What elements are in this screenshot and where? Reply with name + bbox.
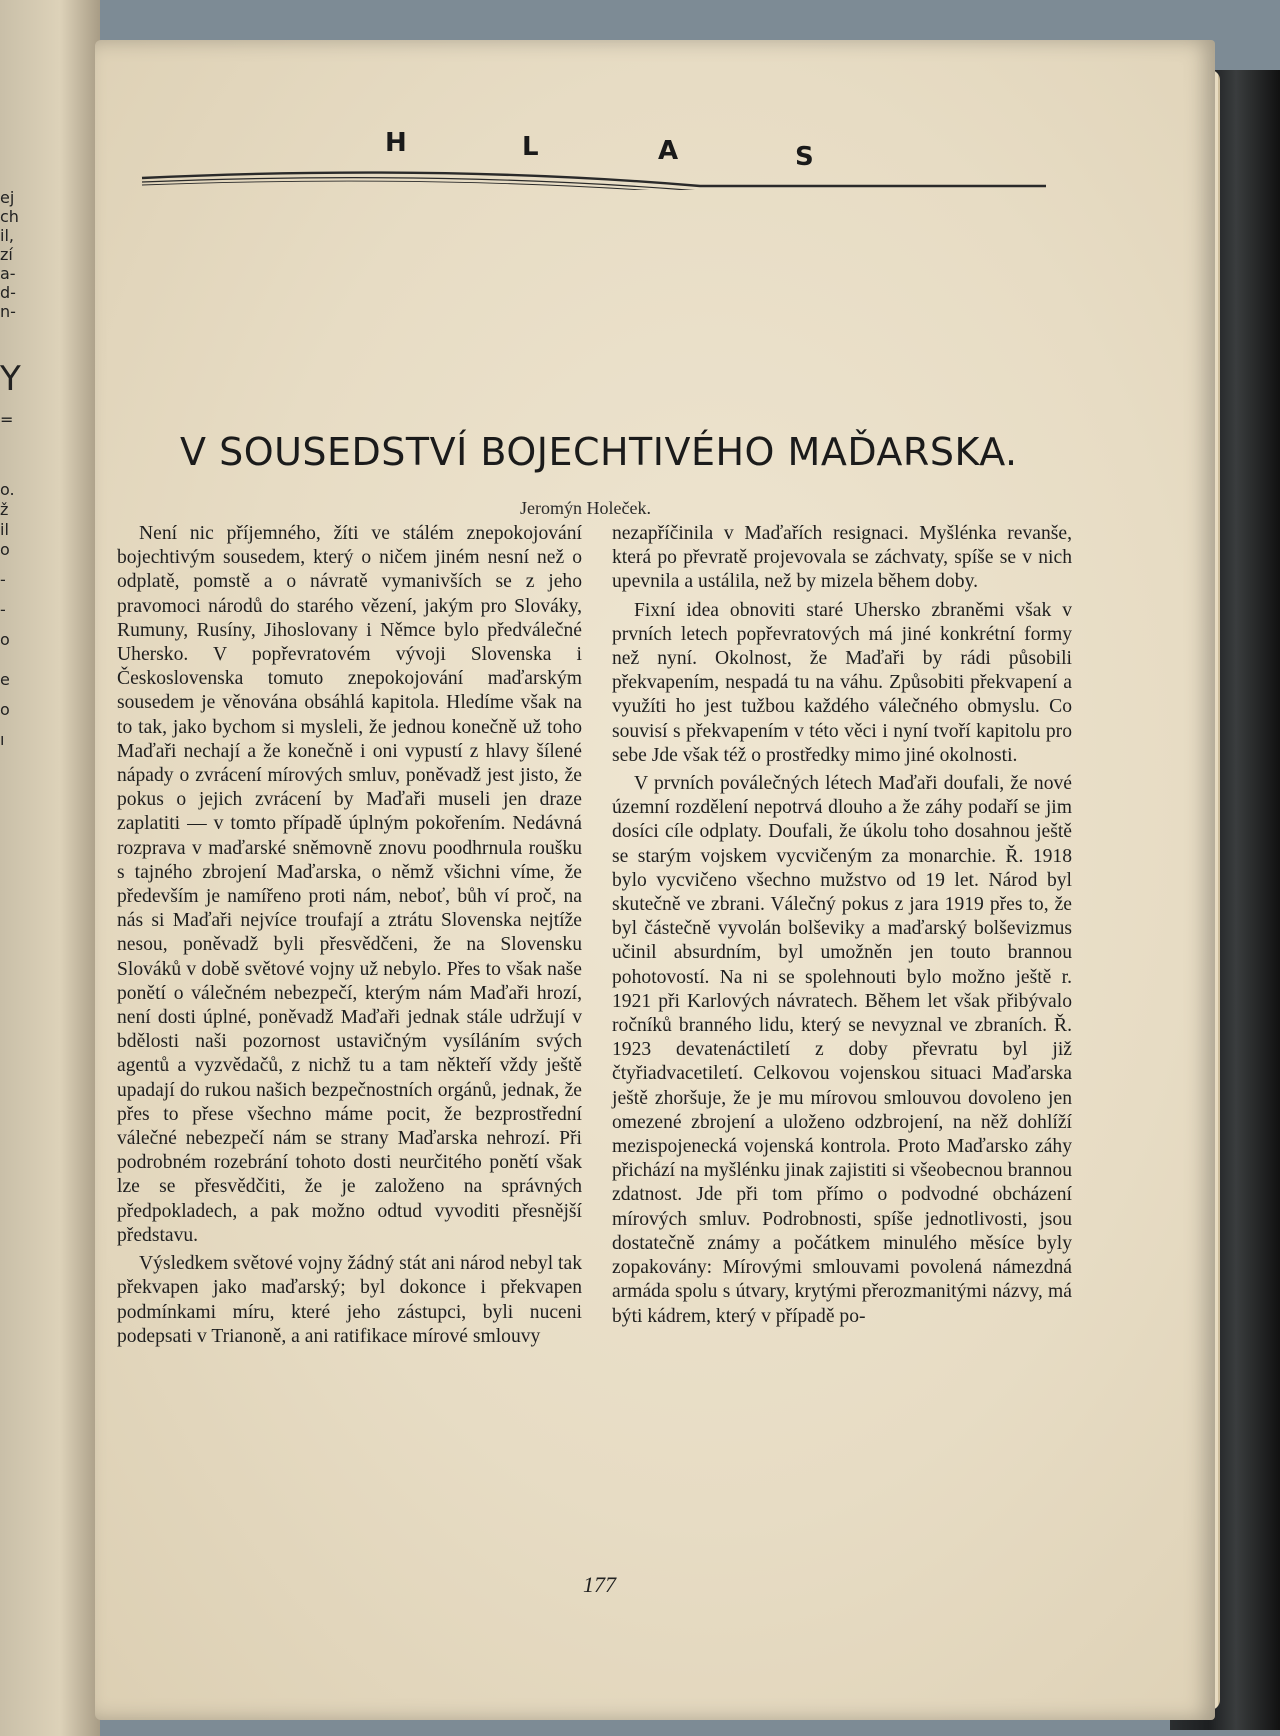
left-page-fragment: il, xyxy=(0,226,14,245)
masthead-letter: A xyxy=(658,136,679,166)
right-column xyxy=(612,522,1072,1329)
left-page-fragment: Y xyxy=(0,359,21,399)
paragraph: Výsledkem světové vojny žádný stát ani národ nebyl tak překvapen jako maďarský; byl dokonce i překvapen podmínkami míru, které jeho zástupci, byli nuceni podepsati v Trianoně, a ani ratifikace mírové smlouvy xyxy=(117,1253,582,1347)
article-title: V SOUSEDSTVÍ BOJECHTIVÉHO MAĎARSKA. xyxy=(180,430,1018,474)
page-number: 177 xyxy=(583,1572,616,1597)
left-page-fragment: o xyxy=(0,700,10,719)
previous-page-edge xyxy=(0,0,100,1736)
left-page-fragment: d- xyxy=(0,283,16,302)
masthead-letter: H xyxy=(385,128,407,158)
paragraph: Není nic příjemného, žíti ve stálém znepokojování bojechtivým sousedem, který o ničem jiném nesní než o odplatě, pomstě a o návratě vymanivších se z jeho pravomoci národů do starého vězení, jakým pro Slováky, Rumuny, Rusíny, Jihoslovany i Němce bylo předválečné Uhersko. V popřevratovém vývoji Slovenska i Československa tomuto znepokojování maďarským sousedem je věnována obsáhlá kapitola. Hledíme však na to tak, jako bychom si mysleli, že jednou konečně už toho Maďaři nechají a že konečně i oni vypustí z hlavy šílené nápady o zvrácení mírových smluv, poněvadž jest jisto, že pokus o jejich zvrácení by Maďaři museli jen draze zaplatiti — v tomto případě úplným pokořením. Nedávná rozprava v maďarské sněmovně znovu poodhrnula roušku s tajného zbrojení Maďarska, o němž všichni víme, že především je namířeno proti nám, neboť, bůh ví proč, na nás si Maďaři nejvíce troufají a ztrátu Slovenska nejtíže nesou, poněvadž byli přesvědčeni, že na Slovensku Slováků v době světové vojny už nebylo. Přes to však naše ponětí o válečném nebezpečí, kterým nám Maďaři hrozí, není dosti úplné, poněvadž Maďaři jednak stále udržují v bdělosti naši pozornost ustavičným vysíláním svých agentů a vyzvědačů, z nichž tu a tam někteří vždy ještě upadají do rukou našich bezpečnostních orgánů, jednak, že přes to přese všechno máme pocit, že bezprostřední válečné nebezpečí nám se strany Maďarska nehrozí. Při podrobném rozebrání tohoto dosti neurčitého ponětí však lze se přesvědčiti, že je založeno na správných předpokladech, a pak možno odtud vyvoditi přesnější představu. xyxy=(117,523,582,1246)
left-page-fragment: o xyxy=(0,540,10,559)
left-page-fragment: n- xyxy=(0,302,16,321)
left-page-fragment: - xyxy=(0,570,6,589)
article-author: Jeromýn Holeček. xyxy=(520,498,651,518)
masthead-rules xyxy=(140,150,1050,190)
left-column xyxy=(117,522,582,1349)
left-page-fragment: o xyxy=(0,630,10,649)
paragraph: Fixní idea obnoviti staré Uhersko zbraněmi však v prvních letech popřevratových má jiné konkrétní formy než nyní. Okolnost, že Maďaři by rádi působili překvapením, nespadá tu na váhu. Způsobiti překvapení a využíti ho jest tužbou každého válečného obmyslu. Co souvisí s překvapením v této věci i nyní tvoří kapitolu pro sebe Jde však též o prostředky mimo jiné okolnosti. xyxy=(612,599,1072,766)
left-page-fragment: = xyxy=(0,410,14,429)
left-page-fragment: - xyxy=(0,600,6,619)
left-page-fragment: ž xyxy=(0,500,9,519)
masthead-letter: S xyxy=(795,142,814,172)
left-page-fragment: il xyxy=(0,520,9,539)
left-page-fragment: zí xyxy=(0,245,13,264)
paragraph: nezapříčinila v Maďařích resignaci. Myšlénka revanše, která po převratě projevovala se záchvaty, spíše se v nich upevnila a ustálila, než by mizela během doby. xyxy=(612,523,1072,593)
left-page-fragment: e xyxy=(0,670,10,689)
left-page-fragment: o. xyxy=(0,480,15,499)
paragraph: V prvních poválečných létech Maďaři doufali, že nové územní rozdělení nepotrvá dlouho a že záhy podaří se jim dosíci cíle odplaty. Doufali, že úkolu toho dosahnou ještě se starým vojskem vycvičeným za monarchie. Ř. 1918 bylo vycvičeno všechno mužstvo od 19 let. Národ byl skutečně ve zbrani. Válečný pokus z jara 1919 přes to, že byl částečně vyvolán bolševiky a maďarský bolševizmus učinil absurdním, byl umožněn jen touto brannou pohotovostí. Na ni se spolehnouti bylo možno ještě r. 1921 při Karlových návratech. Během let však přibývalo ročníků branného lidu, který se nevyznal ve zbraních. Ř. 1923 devatenáctiletí z doby převratu byl již čtyřiadvacetiletí. Celkovou vojenskou situaci Maďarska ještě zhoršuje, že je mu mírovou smlouvou dovoleno jen omezené zbrojení a uloženo odzbrojení, na něž dohlíží mezispojenecká vojenská kontrola. Proto Maďarsko záhy přichází na myšlénku jinak zajistiti si všeobecnou brannou zdatnost. Jde při tom přímo o podvodné obcházení mírových smluv. Podrobnosti, spíše jednotlivosti, jsou dostatečně známy a počátkem minulého měsíce byly zopakovány: Mírovými smlouvami povolená námezdná armáda spolu s útvary, krytými přerozmanitými názvy, má býti kádrem, který v případě po- xyxy=(612,773,1072,1327)
left-page-fragment: ch xyxy=(0,207,19,226)
left-page-fragment: a- xyxy=(0,264,16,283)
left-page-fragment: ej xyxy=(0,188,15,207)
left-page-fragment: ı xyxy=(0,730,5,749)
masthead-letter: L xyxy=(522,132,539,162)
masthead xyxy=(140,120,1050,200)
